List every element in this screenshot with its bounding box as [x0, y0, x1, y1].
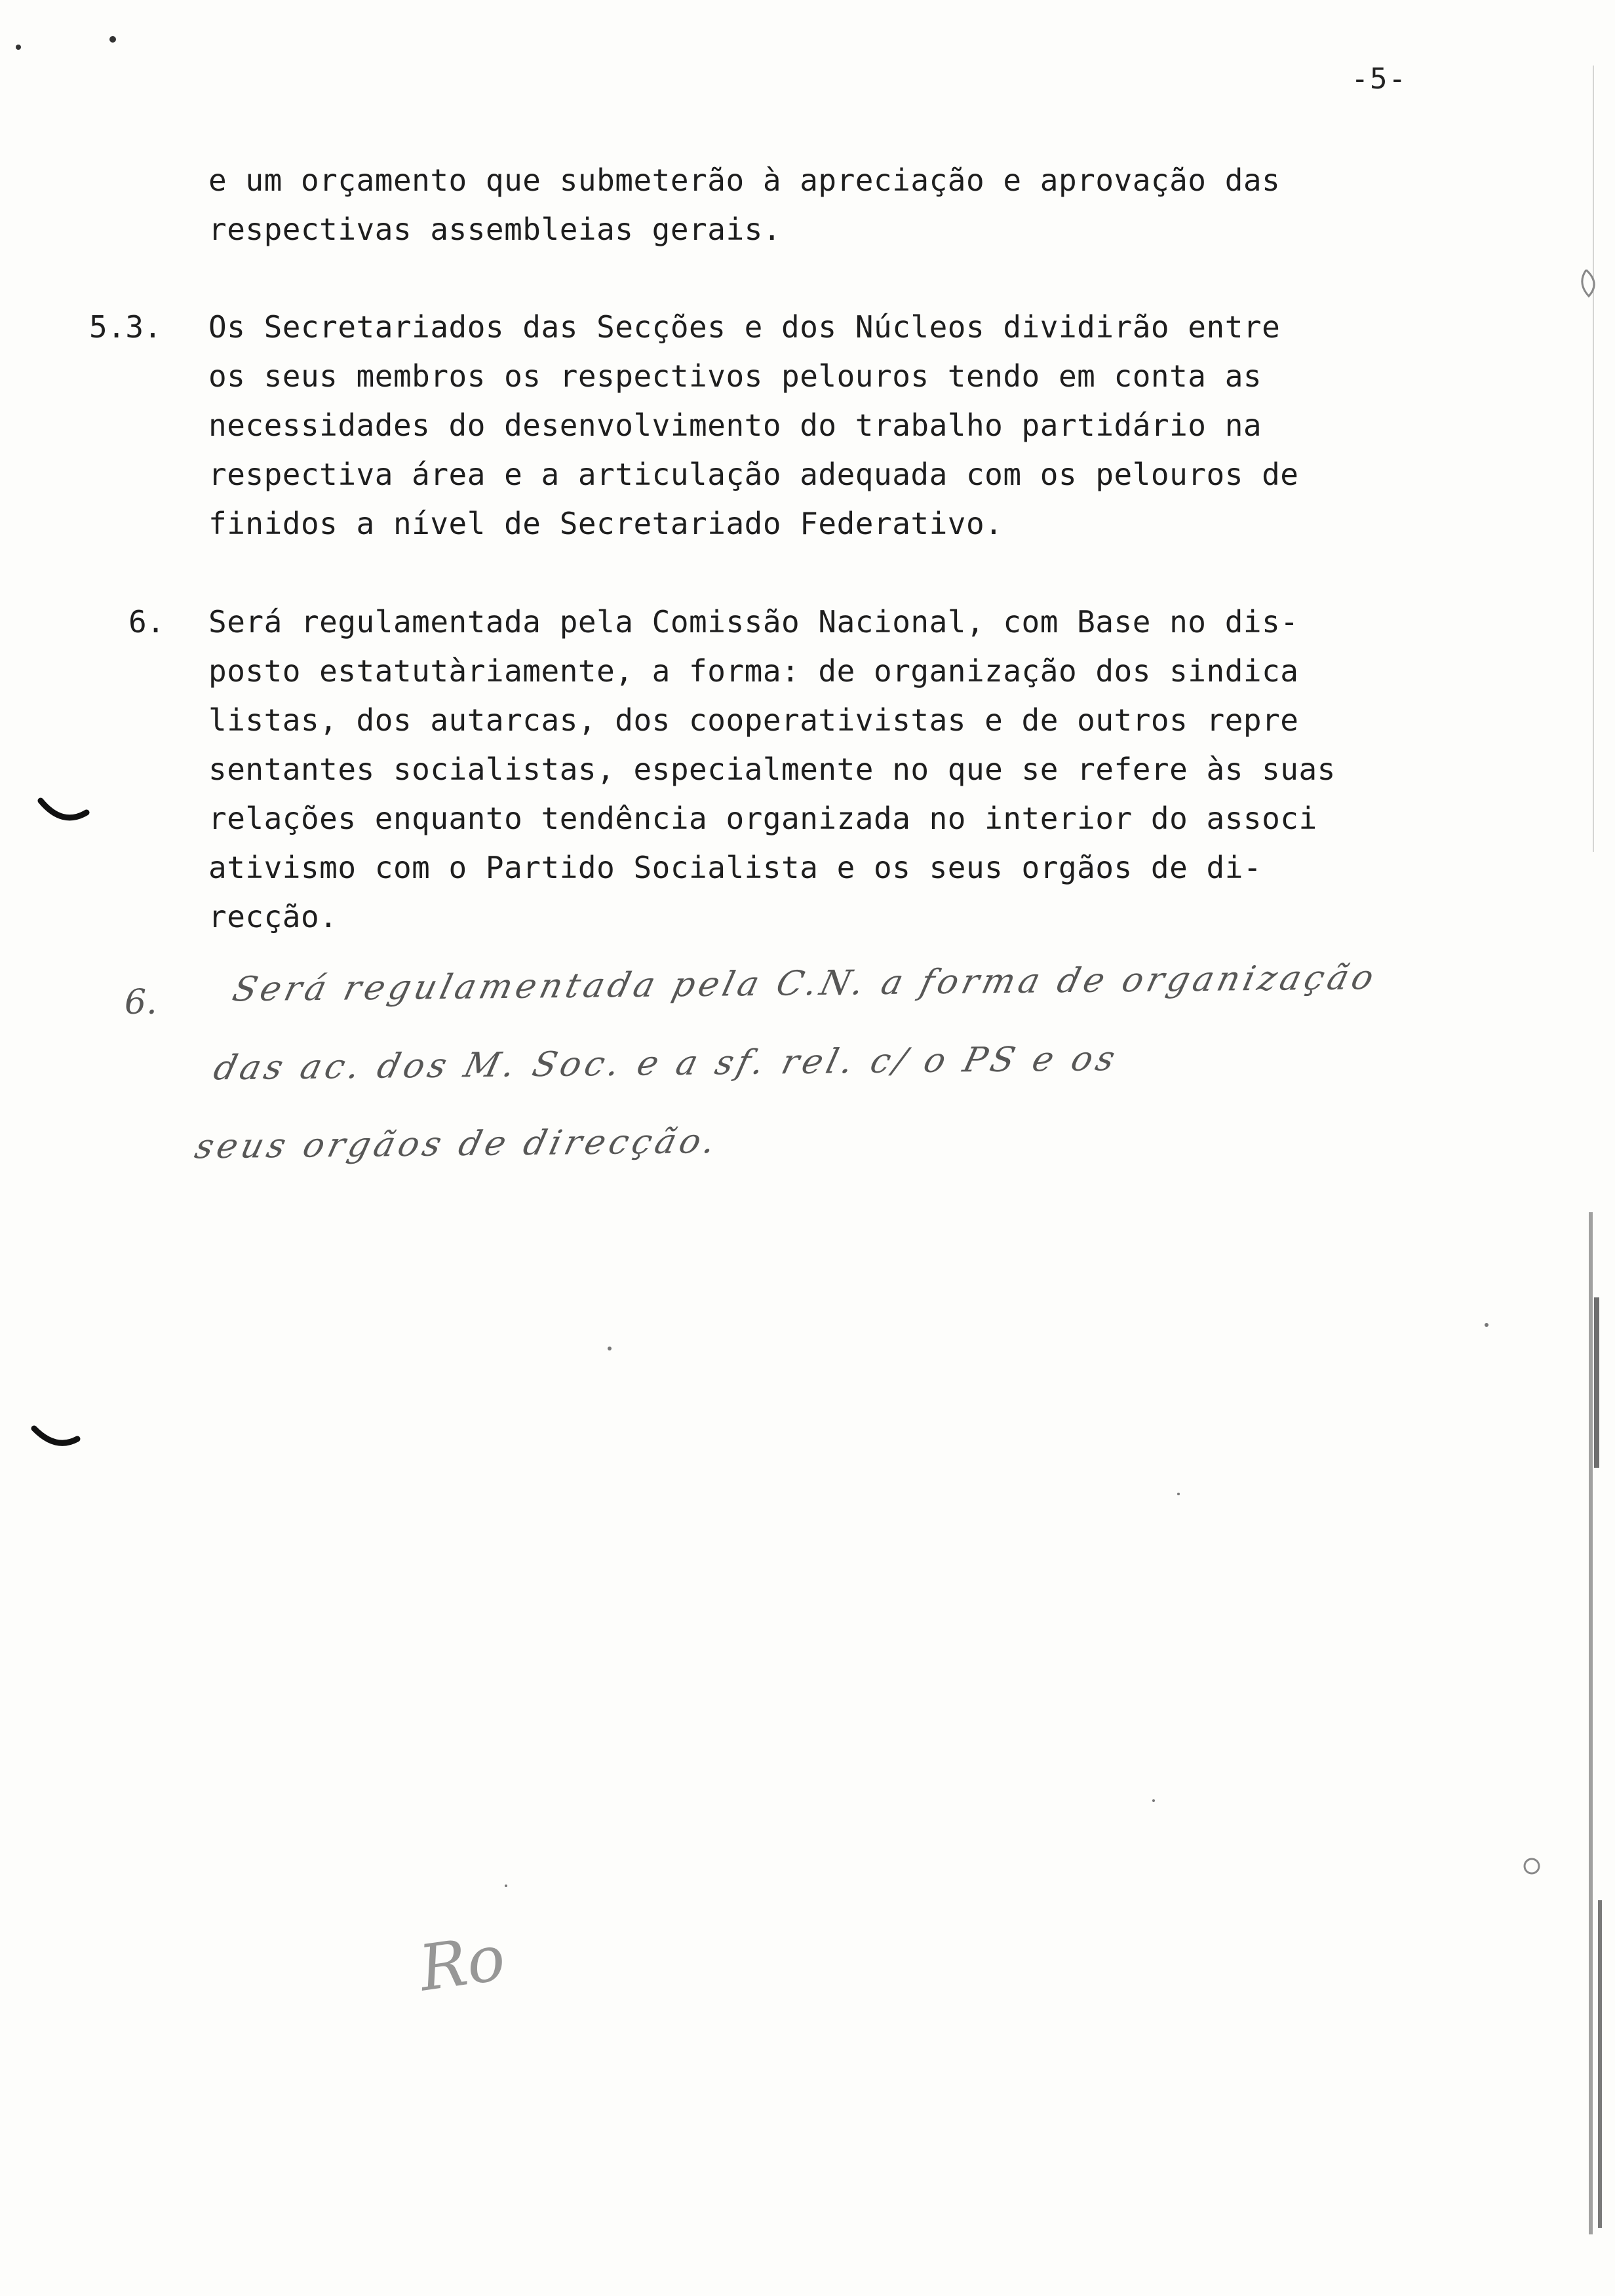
section-number-6: 6.	[128, 604, 165, 640]
text-line: listas, dos autarcas, dos cooperativistas e de outros repre	[208, 702, 1299, 738]
punch-hole-marks	[34, 801, 87, 1443]
handwritten-line: Será regulamentada pela C.N. a forma de organização	[228, 958, 1382, 1010]
text-line: sentantes socialistas, especialmente no que se refere às suas	[208, 752, 1336, 787]
handwritten-number: 6.	[125, 983, 157, 1022]
paragraph-6	[208, 598, 1454, 942]
text-line: Será regulamentada pela Comissão Nacional, com Base no dis-	[208, 604, 1299, 640]
text-line: respectivas assembleias gerais.	[208, 212, 782, 247]
handwritten-initials: Ro	[414, 1921, 510, 2006]
page-number: -5-	[1351, 62, 1407, 96]
section-number-5-3: 5.3.	[89, 309, 162, 345]
top-left-specks	[16, 36, 116, 50]
text-line: recção.	[208, 899, 338, 934]
text-line: os seus membros os respectivos pelouros tendo em conta as	[208, 358, 1262, 394]
handwritten-line: das ac. dos M. Soc. e a sf. rel. c/ o PS e os	[210, 1039, 1123, 1088]
text-line: necessidades do desenvolvimento do trabalho partidário na	[208, 408, 1262, 443]
text-line: relações enquanto tendência organizada no interior do associ	[208, 801, 1317, 836]
text-line: finidos a nível de Secretariado Federativo.	[208, 506, 1003, 541]
binding-edge	[1589, 66, 1602, 2234]
text-line: ativismo com o Partido Socialista e os seus orgãos de di-	[208, 850, 1262, 885]
handwritten-line: seus orgãos de direcção.	[191, 1122, 724, 1167]
text-line: respectiva área e a articulação adequada com os pelouros de	[208, 457, 1299, 492]
text-line: posto estatutàriamente, a forma: de organização dos sindica	[208, 653, 1299, 689]
paragraph-5-3	[208, 303, 1454, 548]
text-line: e um orçamento que submeterão à apreciação e aprovação das	[208, 163, 1281, 198]
handwritten-note	[186, 937, 1544, 1187]
right-margin-specks	[1525, 270, 1594, 1873]
paragraph-continuation	[208, 156, 1454, 254]
text-line: Os Secretariados das Secções e dos Núcleos dividirão entre	[208, 309, 1281, 345]
stray-dots	[505, 1323, 1489, 1887]
